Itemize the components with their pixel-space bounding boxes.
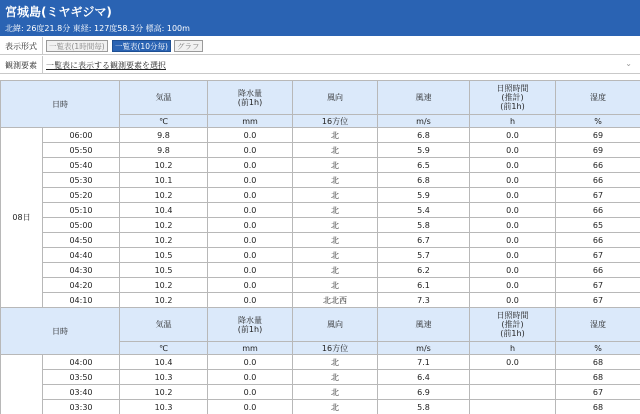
humidity-cell: 67: [556, 248, 640, 263]
wdir-cell: 北: [293, 203, 378, 218]
temp-cell: 10.2: [120, 188, 208, 203]
day-label: 08日: [1, 128, 43, 308]
day-label: [1, 355, 43, 414]
temp-cell: 9.8: [120, 143, 208, 158]
humidity-cell: 67: [556, 293, 640, 308]
observation-table: [0, 80, 640, 414]
humidity-cell: 66: [556, 233, 640, 248]
unit-wdir: 16方位: [293, 115, 378, 128]
header-sunshine: 日照時間 (推計) (前1h): [470, 308, 556, 342]
wspeed-cell: 7.3: [378, 293, 470, 308]
sunshine-cell: [470, 400, 556, 414]
wspeed-cell: 5.4: [378, 203, 470, 218]
temp-cell: 10.2: [120, 158, 208, 173]
wdir-cell: 北: [293, 218, 378, 233]
humidity-cell: 67: [556, 385, 640, 400]
station-header: [0, 0, 640, 36]
precip-cell: 0.0: [208, 218, 293, 233]
table-row: [1, 128, 640, 143]
divider: [42, 56, 43, 74]
table-row: [1, 400, 640, 414]
wdir-cell: 北: [293, 143, 378, 158]
hourly-table-button[interactable]: 一覧表(1時間毎): [46, 40, 108, 52]
wdir-cell: 北北西: [293, 293, 378, 308]
sunshine-cell: 0.0: [470, 173, 556, 188]
time-cell: 05:10: [43, 203, 120, 218]
wspeed-cell: 6.8: [378, 173, 470, 188]
sunshine-cell: 0.0: [470, 278, 556, 293]
time-cell: 04:50: [43, 233, 120, 248]
table-header-row: [1, 308, 640, 342]
wspeed-cell: 5.9: [378, 143, 470, 158]
table-row: [1, 248, 640, 263]
sunshine-cell: 0.0: [470, 263, 556, 278]
precip-cell: 0.0: [208, 400, 293, 414]
temp-cell: 10.1: [120, 173, 208, 188]
wdir-cell: 北: [293, 370, 378, 385]
sunshine-cell: 0.0: [470, 128, 556, 143]
sunshine-cell: 0.0: [470, 203, 556, 218]
graph-button[interactable]: グラフ: [174, 40, 203, 52]
temp-cell: 10.4: [120, 203, 208, 218]
header-wdir: 風向: [293, 308, 378, 342]
humidity-cell: 65: [556, 218, 640, 233]
temp-cell: 10.3: [120, 370, 208, 385]
sunshine-cell: 0.0: [470, 233, 556, 248]
wdir-cell: 北: [293, 278, 378, 293]
unit-precip: mm: [208, 115, 293, 128]
precip-cell: 0.0: [208, 248, 293, 263]
time-cell: 06:00: [43, 128, 120, 143]
wdir-cell: 北: [293, 128, 378, 143]
wspeed-cell: 6.2: [378, 263, 470, 278]
time-cell: 04:40: [43, 248, 120, 263]
humidity-cell: 69: [556, 143, 640, 158]
wspeed-cell: 5.8: [378, 218, 470, 233]
time-cell: 05:40: [43, 158, 120, 173]
wdir-cell: 北: [293, 263, 378, 278]
wdir-cell: 北: [293, 400, 378, 414]
time-cell: 03:40: [43, 385, 120, 400]
temp-cell: 10.2: [120, 278, 208, 293]
time-cell: 03:30: [43, 400, 120, 414]
header-humidity: 湿度: [556, 308, 640, 342]
table-row: [1, 188, 640, 203]
time-cell: 05:00: [43, 218, 120, 233]
temp-cell: 10.5: [120, 263, 208, 278]
precip-cell: 0.0: [208, 278, 293, 293]
sunshine-cell: 0.0: [470, 188, 556, 203]
temp-cell: 10.3: [120, 400, 208, 414]
table-row: [1, 263, 640, 278]
table-row: [1, 173, 640, 188]
humidity-cell: 68: [556, 400, 640, 414]
header-precip: 降水量 (前1h): [208, 81, 293, 115]
table-row: [1, 355, 640, 370]
temp-cell: 10.2: [120, 385, 208, 400]
header-datetime: 日時: [1, 308, 120, 355]
chevron-down-icon[interactable]: ⌄: [625, 59, 632, 68]
sunshine-cell: 0.0: [470, 218, 556, 233]
table-row: [1, 385, 640, 400]
unit-temp: ℃: [120, 342, 208, 355]
sunshine-cell: 0.0: [470, 158, 556, 173]
sunshine-cell: [470, 370, 556, 385]
precip-cell: 0.0: [208, 158, 293, 173]
header-wdir: 風向: [293, 81, 378, 115]
header-precip: 降水量 (前1h): [208, 308, 293, 342]
header-datetime: 日時: [1, 81, 120, 128]
precip-cell: 0.0: [208, 355, 293, 370]
observation-element-label: 観測要素: [5, 61, 37, 70]
precip-cell: 0.0: [208, 370, 293, 385]
unit-wspeed: m/s: [378, 342, 470, 355]
unit-wspeed: m/s: [378, 115, 470, 128]
unit-sunshine: h: [470, 342, 556, 355]
wspeed-cell: 7.1: [378, 355, 470, 370]
wspeed-cell: 6.5: [378, 158, 470, 173]
wspeed-cell: 6.1: [378, 278, 470, 293]
table-header-row: [1, 81, 640, 115]
header-wspeed: 風速: [378, 308, 470, 342]
humidity-cell: 69: [556, 128, 640, 143]
wspeed-cell: 6.8: [378, 128, 470, 143]
table-row: [1, 278, 640, 293]
ten-minute-table-button[interactable]: 一覧表(10分毎): [112, 40, 171, 52]
temp-cell: 10.2: [120, 218, 208, 233]
table-row: [1, 203, 640, 218]
wdir-cell: 北: [293, 188, 378, 203]
time-cell: 03:50: [43, 370, 120, 385]
precip-cell: 0.0: [208, 128, 293, 143]
time-cell: 04:20: [43, 278, 120, 293]
time-cell: 04:30: [43, 263, 120, 278]
precip-cell: 0.0: [208, 203, 293, 218]
wspeed-cell: 6.7: [378, 233, 470, 248]
wspeed-cell: 6.9: [378, 385, 470, 400]
header-humidity: 湿度: [556, 81, 640, 115]
wdir-cell: 北: [293, 173, 378, 188]
temp-cell: 10.2: [120, 293, 208, 308]
station-title: 宮城島(ミヤギジマ): [5, 5, 112, 19]
humidity-cell: 66: [556, 158, 640, 173]
unit-sunshine: h: [470, 115, 556, 128]
table-row: [1, 218, 640, 233]
display-format-row: [0, 37, 640, 55]
temp-cell: 10.2: [120, 233, 208, 248]
wdir-cell: 北: [293, 158, 378, 173]
time-cell: 05:20: [43, 188, 120, 203]
table-row: [1, 293, 640, 308]
precip-cell: 0.0: [208, 263, 293, 278]
wspeed-cell: 5.7: [378, 248, 470, 263]
precip-cell: 0.0: [208, 385, 293, 400]
header-temp: 気温: [120, 308, 208, 342]
humidity-cell: 67: [556, 278, 640, 293]
wdir-cell: 北: [293, 385, 378, 400]
temp-cell: 9.8: [120, 128, 208, 143]
sunshine-cell: [470, 385, 556, 400]
table-row: [1, 143, 640, 158]
wdir-cell: 北: [293, 248, 378, 263]
humidity-cell: 68: [556, 355, 640, 370]
unit-temp: ℃: [120, 115, 208, 128]
humidity-cell: 67: [556, 188, 640, 203]
unit-precip: mm: [208, 342, 293, 355]
wspeed-cell: 6.4: [378, 370, 470, 385]
sunshine-cell: 0.0: [470, 248, 556, 263]
display-format-label: 表示形式: [5, 42, 37, 51]
time-cell: 04:10: [43, 293, 120, 308]
observation-element-select[interactable]: 一覧表に表示する観測要素を選択: [46, 61, 166, 70]
table-row: [1, 370, 640, 385]
sunshine-cell: 0.0: [470, 143, 556, 158]
time-cell: 05:50: [43, 143, 120, 158]
table-row: [1, 233, 640, 248]
time-cell: 05:30: [43, 173, 120, 188]
humidity-cell: 68: [556, 370, 640, 385]
precip-cell: 0.0: [208, 188, 293, 203]
precip-cell: 0.0: [208, 233, 293, 248]
table-row: [1, 158, 640, 173]
unit-humidity: %: [556, 115, 640, 128]
humidity-cell: 66: [556, 263, 640, 278]
time-cell: 04:00: [43, 355, 120, 370]
header-sunshine: 日照時間 (推計) (前1h): [470, 81, 556, 115]
header-temp: 気温: [120, 81, 208, 115]
wdir-cell: 北: [293, 233, 378, 248]
sunshine-cell: 0.0: [470, 293, 556, 308]
divider: [42, 37, 43, 55]
station-coordinates: 北緯: 26度21.8分 東経: 127度58.3分 標高: 100m: [5, 24, 190, 33]
unit-wdir: 16方位: [293, 342, 378, 355]
temp-cell: 10.5: [120, 248, 208, 263]
precip-cell: 0.0: [208, 293, 293, 308]
wspeed-cell: 5.9: [378, 188, 470, 203]
precip-cell: 0.0: [208, 143, 293, 158]
humidity-cell: 66: [556, 203, 640, 218]
wdir-cell: 北: [293, 355, 378, 370]
wspeed-cell: 5.8: [378, 400, 470, 414]
sunshine-cell: 0.0: [470, 355, 556, 370]
precip-cell: 0.0: [208, 173, 293, 188]
header-wspeed: 風速: [378, 81, 470, 115]
temp-cell: 10.4: [120, 355, 208, 370]
observation-element-row: [0, 56, 640, 74]
unit-humidity: %: [556, 342, 640, 355]
humidity-cell: 66: [556, 173, 640, 188]
